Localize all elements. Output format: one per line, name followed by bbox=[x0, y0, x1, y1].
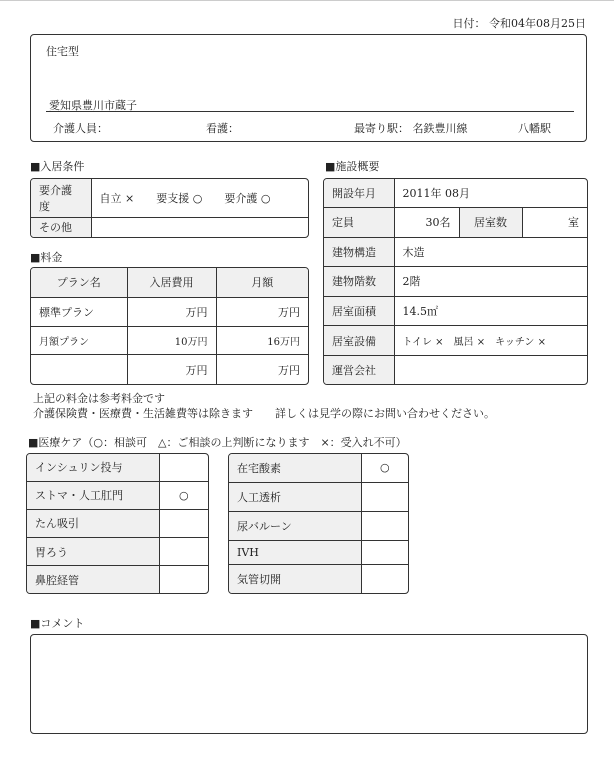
opened-label: 開設年月 bbox=[324, 179, 394, 208]
header-entry: 入居費用 bbox=[127, 268, 216, 297]
fee-note-2: 介護保険費・医療費・生活雑費等は除きます 詳しくは見学の際にお問い合わせください。 bbox=[33, 407, 495, 420]
care-status bbox=[159, 454, 208, 481]
entry-fee: 10万円 bbox=[127, 327, 216, 355]
plan-name: 標準プラン bbox=[31, 297, 127, 327]
care-status bbox=[159, 566, 208, 593]
table-row bbox=[27, 538, 208, 566]
divider bbox=[46, 111, 574, 112]
table-row bbox=[229, 511, 408, 540]
entry-fee: 万円 bbox=[127, 355, 216, 384]
care-status bbox=[361, 565, 408, 593]
structure-value: 木造 bbox=[394, 237, 587, 267]
care-item: 尿バルーン bbox=[229, 511, 361, 540]
care-item: 気管切開 bbox=[229, 565, 361, 593]
station-label: 最寄り駅： 名鉄豊川線 bbox=[354, 122, 468, 135]
care-support: 要支援 ○ bbox=[156, 191, 203, 205]
staff-label: 介護人員： bbox=[53, 122, 108, 135]
floors-label: 建物階数 bbox=[324, 267, 394, 297]
header-monthly: 月額 bbox=[216, 268, 308, 297]
table-row bbox=[31, 327, 308, 355]
care-item: ストマ・人工肛門 bbox=[27, 481, 159, 509]
rooms-label: 居室数 bbox=[459, 208, 522, 238]
table-row bbox=[229, 482, 408, 511]
monthly-fee: 万円 bbox=[216, 355, 308, 384]
plan-name: 月額プラン bbox=[31, 327, 127, 355]
care-values bbox=[91, 179, 308, 217]
care-item: 人工透析 bbox=[229, 482, 361, 511]
operator-label: 運営会社 bbox=[324, 355, 394, 384]
care-item: たん吸引 bbox=[27, 509, 159, 537]
facility-title: ■施設概要 bbox=[325, 160, 380, 173]
care-status bbox=[159, 538, 208, 566]
monthly-fee: 万円 bbox=[216, 297, 308, 327]
plan-name bbox=[31, 355, 127, 384]
care-nursing: 要介護 ○ bbox=[224, 191, 271, 205]
table-row bbox=[229, 541, 408, 565]
entry-fee: 万円 bbox=[127, 297, 216, 327]
medical-table-left bbox=[26, 453, 209, 594]
header-plan: プラン名 bbox=[31, 268, 127, 297]
comment-box bbox=[30, 634, 588, 734]
date: 日付： 令和04年08月25日 bbox=[452, 17, 586, 30]
fees-title: ■料金 bbox=[30, 251, 63, 264]
facility-type: 住宅型 bbox=[46, 45, 79, 58]
facility-table bbox=[323, 178, 588, 385]
address: 愛知県豊川市蔵子 bbox=[49, 99, 137, 112]
fees-table bbox=[30, 267, 309, 385]
opened-value: 2011年 08月 bbox=[394, 179, 587, 208]
floors-value: 2階 bbox=[394, 267, 587, 297]
care-item: 鼻腔経管 bbox=[27, 566, 159, 593]
conditions-table bbox=[30, 178, 309, 238]
nurse-label: 看護： bbox=[206, 122, 239, 135]
rooms-value: 室 bbox=[522, 208, 587, 238]
other-label: その他 bbox=[31, 217, 91, 237]
table-row bbox=[229, 454, 408, 482]
area-value: 14.5㎡ bbox=[394, 296, 587, 326]
table-row bbox=[27, 481, 208, 509]
table-row bbox=[229, 565, 408, 593]
equipment-value: トイレ × 風呂 × キッチン × bbox=[394, 326, 587, 356]
care-status: ○ bbox=[159, 481, 208, 509]
care-label: 要介護度 bbox=[31, 179, 91, 217]
table-row bbox=[31, 297, 308, 327]
area-label: 居室面積 bbox=[324, 296, 394, 326]
table-row bbox=[27, 566, 208, 593]
header-box bbox=[30, 34, 587, 142]
medical-table-right bbox=[228, 453, 409, 594]
capacity-label: 定員 bbox=[324, 208, 394, 238]
care-status bbox=[361, 541, 408, 565]
fee-note-1: 上記の料金は参考料金です bbox=[33, 392, 165, 405]
other-value bbox=[91, 217, 308, 237]
table-row bbox=[27, 509, 208, 537]
medical-title: ■医療ケア（○：相談可 △：ご相談の上判断になります ×：受入れ不可） bbox=[28, 436, 407, 449]
care-status: ○ bbox=[361, 454, 408, 482]
table-row bbox=[27, 454, 208, 481]
structure-label: 建物構造 bbox=[324, 237, 394, 267]
capacity-value: 30名 bbox=[394, 208, 459, 238]
equipment-label: 居室設備 bbox=[324, 326, 394, 356]
care-status bbox=[159, 509, 208, 537]
care-item: 胃ろう bbox=[27, 538, 159, 566]
table-row bbox=[31, 355, 308, 384]
conditions-title: ■入居条件 bbox=[30, 160, 85, 173]
monthly-fee: 16万円 bbox=[216, 327, 308, 355]
care-item: IVH bbox=[229, 541, 361, 565]
care-status bbox=[361, 482, 408, 511]
care-item: 在宅酸素 bbox=[229, 454, 361, 482]
operator-value bbox=[394, 355, 587, 384]
comment-title: ■コメント bbox=[30, 617, 85, 630]
care-item: インシュリン投与 bbox=[27, 454, 159, 481]
care-status bbox=[361, 511, 408, 540]
station: 八幡駅 bbox=[518, 122, 551, 135]
care-independent: 自立 × bbox=[99, 191, 135, 205]
